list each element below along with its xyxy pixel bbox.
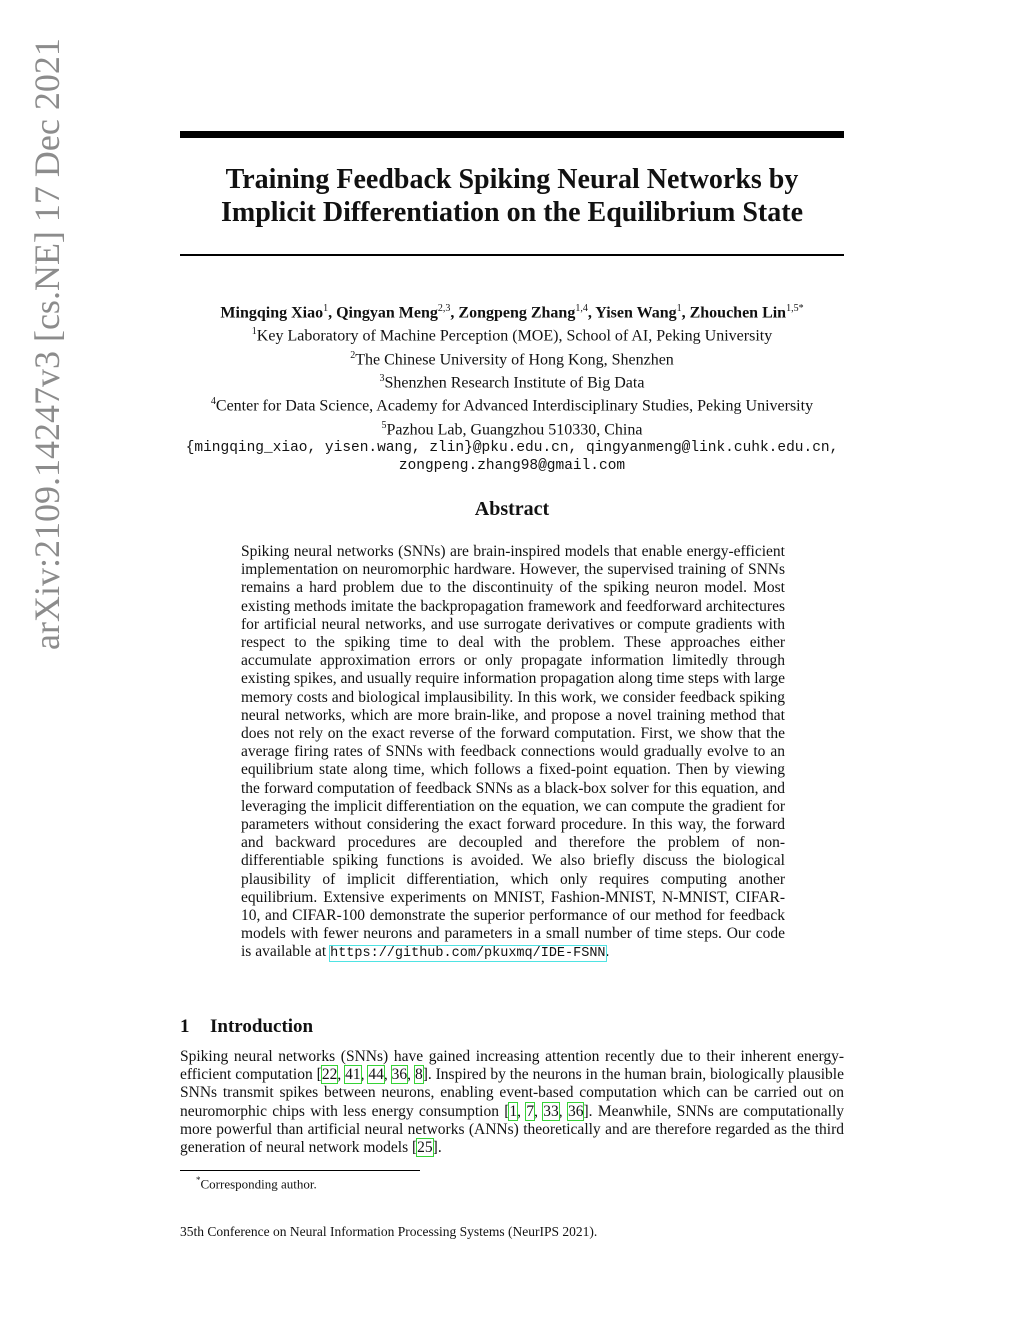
affil-mark: 3	[379, 372, 385, 384]
affiliation	[150, 416, 874, 439]
arxiv-stamp-margin	[0, 0, 100, 1325]
author-affil-mark: 2,3	[437, 303, 451, 314]
author: Zhouchen Lin	[689, 304, 787, 322]
affil-text: Center for Data Science, Academy for Advanced Interdisciplinary Studies, Peking University	[215, 397, 814, 415]
footnote-mark: *	[196, 1175, 201, 1185]
conference-note: 35th Conference on Neural Information Processing Systems (NeurIPS 2021).	[180, 1224, 598, 1239]
intro-text: ]. Inspired by the neurons in the human brain, biologically plausible SNNs transmit spikes between neurons, enabling event-based computation which can be carried out on neuromorphic chips with less energy consumption [	[180, 1066, 844, 1120]
title-line-2: Implicit Differentiation on the Equilibrium State	[220, 197, 804, 228]
code-link[interactable]: https://github.com/pkuxmq/IDE-FSNN	[330, 946, 606, 962]
paper-title	[180, 163, 844, 229]
introduction-paragraph: Spiking neural networks (SNNs) have gained increasing attention recently due to their inherent energy-efficient computation [22, 41, 44, 36, 8]. Inspired by the neurons in the human brain, biologically plausible SNNs transmit spikes between neurons, enabling event-based computation which can be carried out on neuromorphic chips with less energy consumption [1, 7, 33, 36]. Meanwhile, SNNs are computationally more powerful than artificial neural networks (ANNs) theoretically and are therefore regarded as the third generation of neural network models [25].	[180, 1048, 845, 1157]
author: Yisen Wang	[595, 304, 677, 322]
affil-text: Key Laboratory of Machine Perception (MOE), School of AI, Peking University	[256, 327, 773, 345]
citation-link[interactable]: 7	[526, 1102, 535, 1120]
author-affil-mark: 1	[676, 303, 682, 314]
affil-text: Pazhou Lab, Guangzhou 510330, China	[386, 420, 643, 438]
abstract-heading: Abstract	[474, 498, 550, 520]
abstract-text: Spiking neural networks (SNNs) are brain-inspired models that enable energy-efficient implementation on neuromorphic hardware. However, the supervised training of SNNs remains a hard problem due to the discontinuity of the spiking neuron model. Most existing methods imitate the backpropagation framework and feedforward architectures for artificial neural networks, and use surrogate derivatives or compute gradients with respect to the spiking time to deal with the problem. These approaches either accumulate approximation errors or only propagate information limitedly through existing spikes, and usually require information propagation along time steps with large memory costs and biological implausibility. In this work, we consider feedback spiking neural networks, which are more brain-like, and propose a novel training method that does not rely on the exact reverse of the forward computation. First, we show that the average firing rates of SNNs with feedback connections would gradually evolve to an equilibrium state along time, which follows a fixed-point equation. Then by viewing the forward computation of feedback SNNs as a black-box solver for this equation, and leveraging the implicit differentiation on the equation, we can compute the gradient for parameters without considering the exact forward procedure. In this way, the forward and backward procedures are decoupled and therefore the problem of non-differentiable spiking functions is avoided. We also briefly discuss the biological plausibility of implicit differentiation, which only requires computing another equilibrium. Extensive experiments on MNIST, Fashion-MNIST, N-MNIST, CIFAR-10, and CIFAR-100 demonstrate the superior performance of our method for feedback models with fewer neurons and parameters in a small number of time steps. Our code is available at	[241, 543, 785, 961]
affil-mark: 1	[251, 326, 257, 338]
section-heading-introduction	[180, 1016, 313, 1038]
citation-link[interactable]: 44	[368, 1066, 384, 1084]
section-number: 1	[180, 1016, 190, 1037]
citation-link[interactable]: 41	[345, 1066, 361, 1084]
affiliation	[150, 392, 874, 415]
author-block	[150, 299, 874, 475]
footnote	[196, 1175, 317, 1192]
author: Zongpeng Zhang	[458, 304, 576, 322]
affil-mark: 2	[350, 349, 356, 361]
abstract-body: Spiking neural networks (SNNs) are brain-inspired models that enable energy-efficient implementation on neuromorphic hardware. However, the supervised training of SNNs remains a hard problem due to the discontinuity of the spiking neuron model. Most existing methods imitate the backpropagation framework and feedforward architectures for artificial neural networks, and use surrogate derivatives or compute gradients with respect to the spiking time to deal with the problem. These approaches either accumulate approximation errors or only propagate information limitedly through existing spikes, and usually require information propagation along time steps with large memory costs and biological implausibility. In this work, we consider feedback spiking neural networks, which are more brain-like, and propose a novel training method that does not rely on the exact reverse of the forward computation. First, we show that the average firing rates of SNNs with feedback connections would gradually evolve to an equilibrium state along time, which follows a fixed-point equation. Then by viewing the forward computation of feedback SNNs as a black-box solver for this equation, and leveraging the implicit differentiation on the equation, we can compute the gradient for parameters without considering the exact forward procedure. In this way, the forward and backward procedures are decoupled and therefore the problem of non-differentiable spiking functions is avoided. We also briefly discuss the biological plausibility of implicit differentiation, which only requires computing another equilibrium. Extensive experiments on MNIST, Fashion-MNIST, N-MNIST, CIFAR-10, and CIFAR-100 demonstrate the superior performance of our method for feedback models with fewer neurons and parameters in a small number of time steps. Our code is available at https://github.com/pkuxmq/IDE-FSNN.	[241, 543, 785, 962]
affil-mark: 4	[210, 396, 216, 408]
affiliation	[150, 346, 874, 369]
title-bottom-rule	[180, 254, 844, 256]
citation-link[interactable]: 33	[543, 1102, 559, 1120]
author: Qingyan Meng	[336, 304, 438, 322]
affil-mark: 5	[381, 419, 387, 431]
arxiv-identifier: arXiv:2109.14247v3 [cs.NE] 17 Dec 2021	[27, 38, 67, 650]
email-line-2: zongpeng.zhang98@gmail.com	[398, 457, 626, 474]
email-line-1: {mingqing_xiao, yisen.wang, zlin}@pku.edu.cn, qingyanmeng@link.cuhk.edu.cn,	[185, 439, 839, 456]
citation-link[interactable]: 8	[414, 1066, 423, 1084]
author-affil-mark: 1,5*	[786, 303, 804, 314]
citation-link[interactable]: 36	[391, 1066, 408, 1084]
intro-text: Spiking neural networks (SNNs) have gained increasing attention recently due to their inherent energy-efficient computation [	[180, 1048, 844, 1084]
section-title: Introduction	[210, 1016, 314, 1037]
author: Mingqing Xiao	[220, 304, 324, 322]
intro-text: ]. Meanwhile, SNNs are computationally more powerful than artificial neural networks (ANNs) theoretically and are therefore regarded as the third generation of neural network models [	[180, 1102, 845, 1157]
author-affil-mark: 1,4	[575, 303, 588, 314]
affil-text: The Chinese University of Hong Kong, Shenzhen	[355, 350, 674, 368]
author-affil-mark: 1	[323, 303, 329, 314]
affiliation	[150, 369, 874, 392]
title-top-rule	[180, 131, 844, 138]
title-line-1: Training Feedback Spiking Neural Networks by	[225, 164, 799, 195]
citation-link[interactable]: 22	[321, 1066, 338, 1084]
author-names: Mingqing Xiao$^1$, Qingyan Meng$^{2,3}$, Zongpeng Zhang$^{1,4}$, Yisen Wang$^1$, Zhouchen Lin$^{1,5*}$	[220, 303, 804, 322]
footnote-rule	[180, 1170, 420, 1171]
footnote-text: Corresponding author.	[200, 1176, 317, 1192]
intro-text: ].	[432, 1139, 442, 1157]
affil-text: Shenzhen Research Institute of Big Data	[384, 374, 645, 392]
citation-link[interactable]: 25	[417, 1139, 433, 1157]
citation-link[interactable]: 36	[567, 1102, 584, 1120]
affiliation	[150, 322, 874, 345]
citation-link[interactable]: 1	[509, 1102, 518, 1120]
